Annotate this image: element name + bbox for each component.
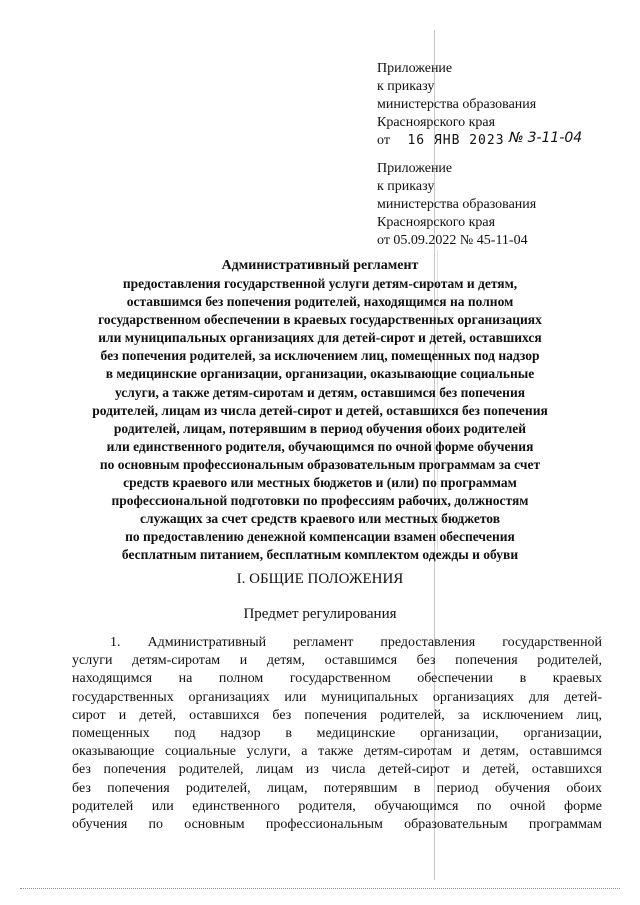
subtitle-line: служащих за счет средств краевого или местных бюджетов	[140, 511, 500, 527]
approval-line: к приказу	[377, 179, 435, 194]
paragraph-line: без попечения родителей, лицам из числа детей-сирот и детей, оставшихся	[72, 762, 602, 778]
approval-date-row	[377, 132, 627, 150]
subtitle-line: бесплатным питанием, бесплатным комплектом одежды и обуви	[121, 547, 519, 563]
subtitle-line: или муниципальных организациях для детей-сирот и детей, оставшихся	[98, 330, 542, 346]
document-subtitle	[40, 275, 600, 565]
paragraph-line: без попечения родителей, лицам, потерявшим в период обучения обоих	[72, 780, 602, 796]
section-heading: I. ОБЩИЕ ПОЛОЖЕНИЯ	[236, 571, 404, 587]
paragraph-line: услуги детям-сиротам и детям, оставшимся без попечения родителей,	[72, 653, 602, 669]
subtitle-line: оставшимся без попечения родителей, находящимся на полном	[126, 294, 514, 310]
date-prefix: от	[377, 133, 390, 148]
subtitle-line: услуги, а также детям-сиротам и детям, оставшимся без попечения	[114, 384, 526, 400]
subtitle-line: родителей, лицам, потерявшим в период обучения обоих родителей	[113, 420, 527, 436]
paragraph-line: родителей или единственного родителя, обучающимся по очной форме	[72, 798, 602, 814]
paragraph-line: сирот и детей, оставшихся без попечения родителей, за исключением лиц,	[72, 707, 602, 723]
subsection-heading: Предмет регулирования	[243, 606, 397, 622]
subtitle-line: без попечения родителей, за исключением лиц, помещенных под надзор	[100, 348, 540, 364]
paragraph-line: государственных организациях или муниципальных организациях для детей-	[72, 689, 602, 705]
approval-line: от 05.09.2022 № 45-11-04	[377, 233, 528, 248]
handwritten-number: 3-11-04	[527, 130, 583, 146]
subtitle-line: по предоставлению денежной компенсации взамен обеспечения	[125, 529, 515, 545]
paragraph-line: 1. Административный регламент предоставления государственной	[110, 635, 602, 650]
approval-line: министерства образования	[377, 97, 537, 112]
approval-stamp-current	[377, 60, 627, 150]
order-number	[509, 129, 582, 147]
approval-stamp-previous	[377, 160, 627, 250]
subtitle-line: или единственного родителя, обучающимся по очной форме обучения	[106, 438, 534, 454]
regulation-title-block	[40, 257, 600, 565]
paragraph-line: обучения по основным профессиональным образовательным программам	[72, 817, 602, 833]
number-sign: №	[509, 130, 524, 146]
approval-line: Красноярского края	[377, 215, 496, 230]
document-title: Административный регламент	[221, 258, 419, 273]
approval-line: Приложение	[377, 61, 453, 76]
approval-line: министерства образования	[377, 197, 537, 212]
approval-line: Приложение	[377, 161, 453, 176]
subtitle-line: государственном обеспечении в краевых государственных организациях	[98, 312, 542, 328]
subtitle-line: родителей, лицам из числа детей-сирот и детей, оставшихся без попечения	[92, 402, 548, 418]
subtitle-line: средств краевого или местных бюджетов и (или) по программам	[123, 475, 517, 491]
paragraph-line: помещенных под надзор в медицинские организации, организации,	[72, 726, 602, 742]
approval-line: Красноярского края	[377, 115, 496, 130]
scan-bottom-artifact	[20, 888, 620, 889]
subtitle-line: профессиональной подготовки по профессиям рабочих, должностям	[111, 493, 529, 509]
handwritten-date: 16 ЯНВ 2023	[407, 133, 505, 148]
subtitle-line: по основным профессиональным образовательным программам за счет	[99, 456, 541, 472]
approval-line: к приказу	[377, 79, 435, 94]
paragraph-line: оказывающие социальные услуги, а также детям-сиротам и детям, оставшимся	[72, 744, 602, 760]
paragraph-1	[72, 634, 602, 834]
subtitle-line: предоставления государственной услуги детям-сиротам и детям,	[122, 276, 518, 291]
paragraph-line: находящимся на полном государственном обеспечении в краевых	[72, 671, 602, 687]
subtitle-line: в медицинские организации, организации, оказывающие социальные	[105, 366, 535, 382]
